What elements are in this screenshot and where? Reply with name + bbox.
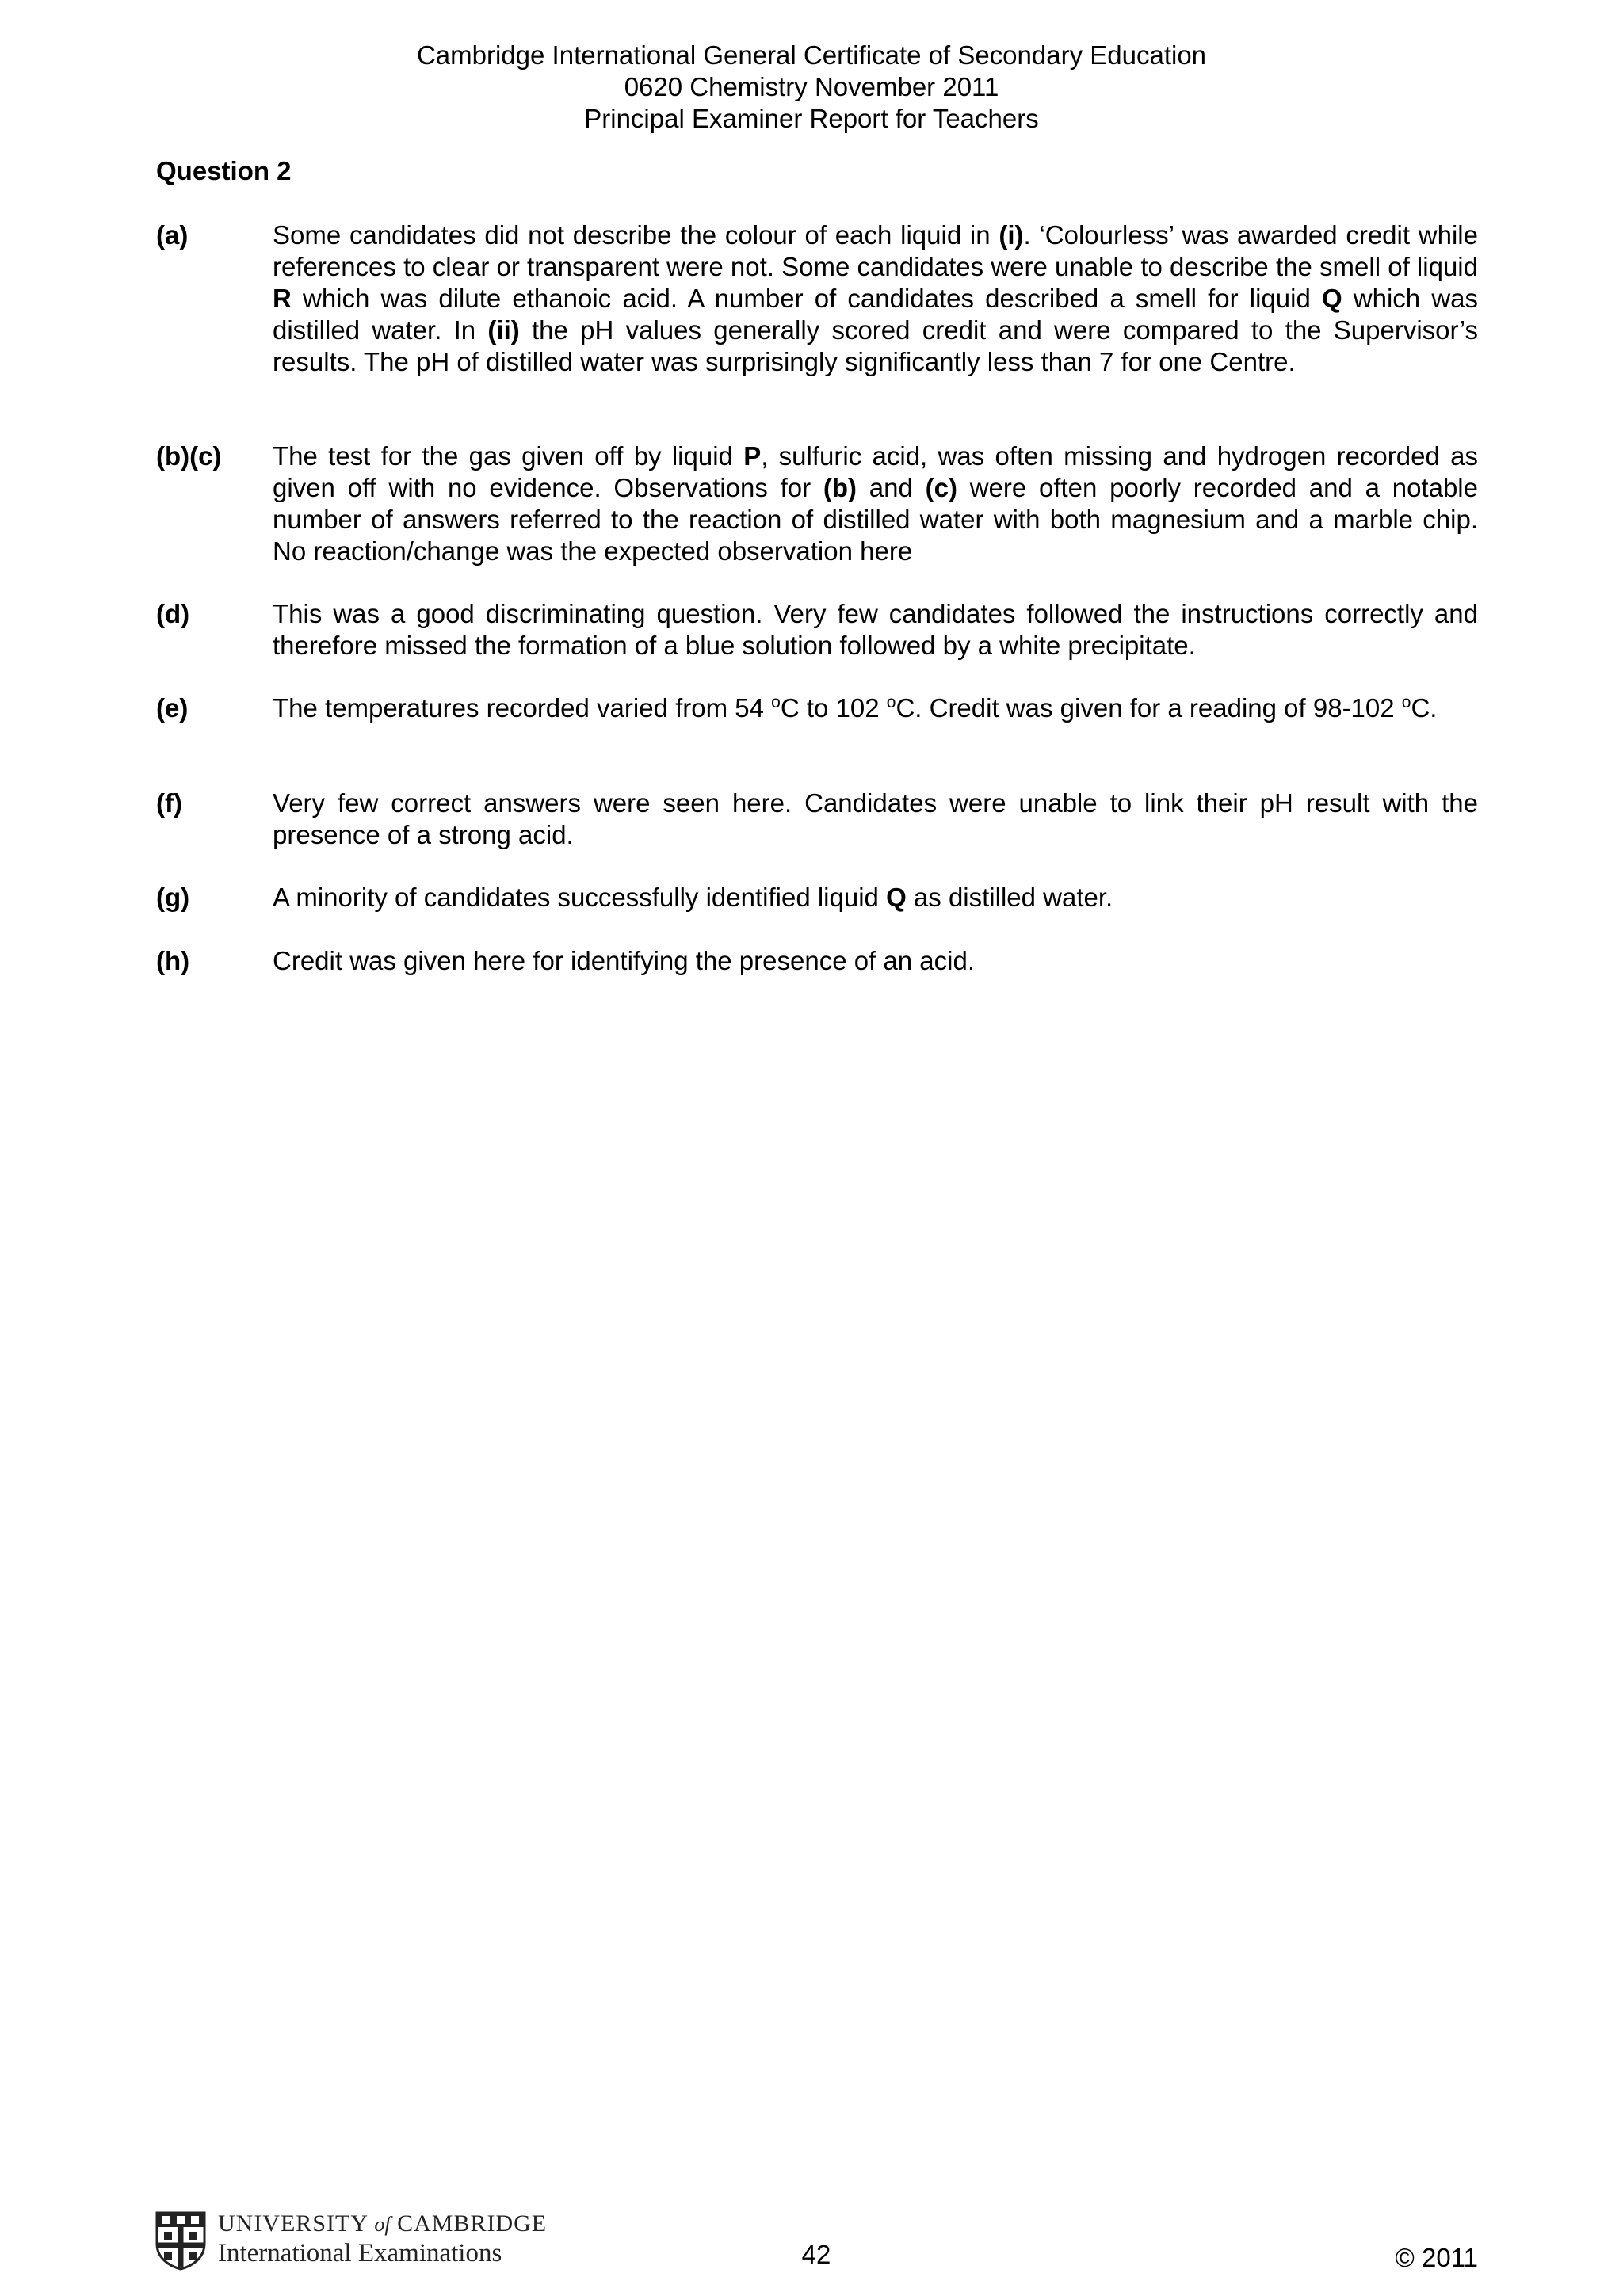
logo-text (218, 2210, 547, 2268)
header-line-1: Cambridge International General Certificate of Secondary Education (416, 40, 1207, 70)
item-label: (a) (156, 220, 189, 250)
header-line-2: 0620 Chemistry November 2011 (624, 72, 999, 101)
item-label: (g) (156, 883, 190, 912)
item-label: (d) (156, 599, 190, 628)
logo-examinations-line: International Examinations (218, 2239, 502, 2267)
question-title: Question 2 (156, 156, 292, 185)
item-text: Very few correct answers were seen here. Candidates were unable to link their pH result with the presence of a strong acid. (273, 788, 1478, 849)
item-label: (b)(c) (156, 441, 222, 471)
item-text: The test for the gas given off by liquid P, sulfuric acid, was often missing and hydrogen recorded as given off with no evidence. Observations for (b) and (c) were often poorly recorded and a notable number of answers referred to the reaction of distilled water with both magnesium and a marble chip. No reaction/change was the expected observation here (273, 441, 1478, 566)
copyright: © 2011 (1395, 2243, 1478, 2272)
item-label: (f) (156, 788, 182, 818)
item-text: A minority of candidates successfully identified liquid Q as distilled water. (273, 883, 1113, 912)
page-header (0, 40, 1623, 135)
cambridge-logo (155, 2210, 547, 2271)
item-text: This was a good discriminating question. Very few candidates followed the instructions correctly and therefore missed the formation of a blue solution followed by a white precipitate. (273, 599, 1478, 660)
item-label: (e) (156, 693, 189, 723)
header-line-3: Principal Examiner Report for Teachers (584, 104, 1039, 133)
item-label: (h) (156, 946, 190, 975)
item-text: Some candidates did not describe the colour of each liquid in (i). ‘Colourless’ was awarded credit while references to clear or transparent were not. Some candidates were unable to describe the smell of liquid R which was dilute ethanoic acid. A number of candidates described a smell for liquid Q which was distilled water. In (ii) the pH values generally scored credit and were compared to the Supervisor’s results. The pH of distilled water was surprisingly significantly less than 7 for one Centre. (273, 220, 1478, 376)
page-number: 42 (801, 2240, 831, 2269)
item-text: Credit was given here for identifying the presence of an acid. (273, 946, 976, 975)
logo-university-line: UNIVERSITY of CAMBRIDGE (218, 2210, 548, 2237)
cambridge-crest-icon (155, 2210, 207, 2271)
item-text: The temperatures recorded varied from 54 $^o$C to 102 $^o$C. Credit was given for a reading of 98-102 $^o$C. (273, 693, 1438, 723)
